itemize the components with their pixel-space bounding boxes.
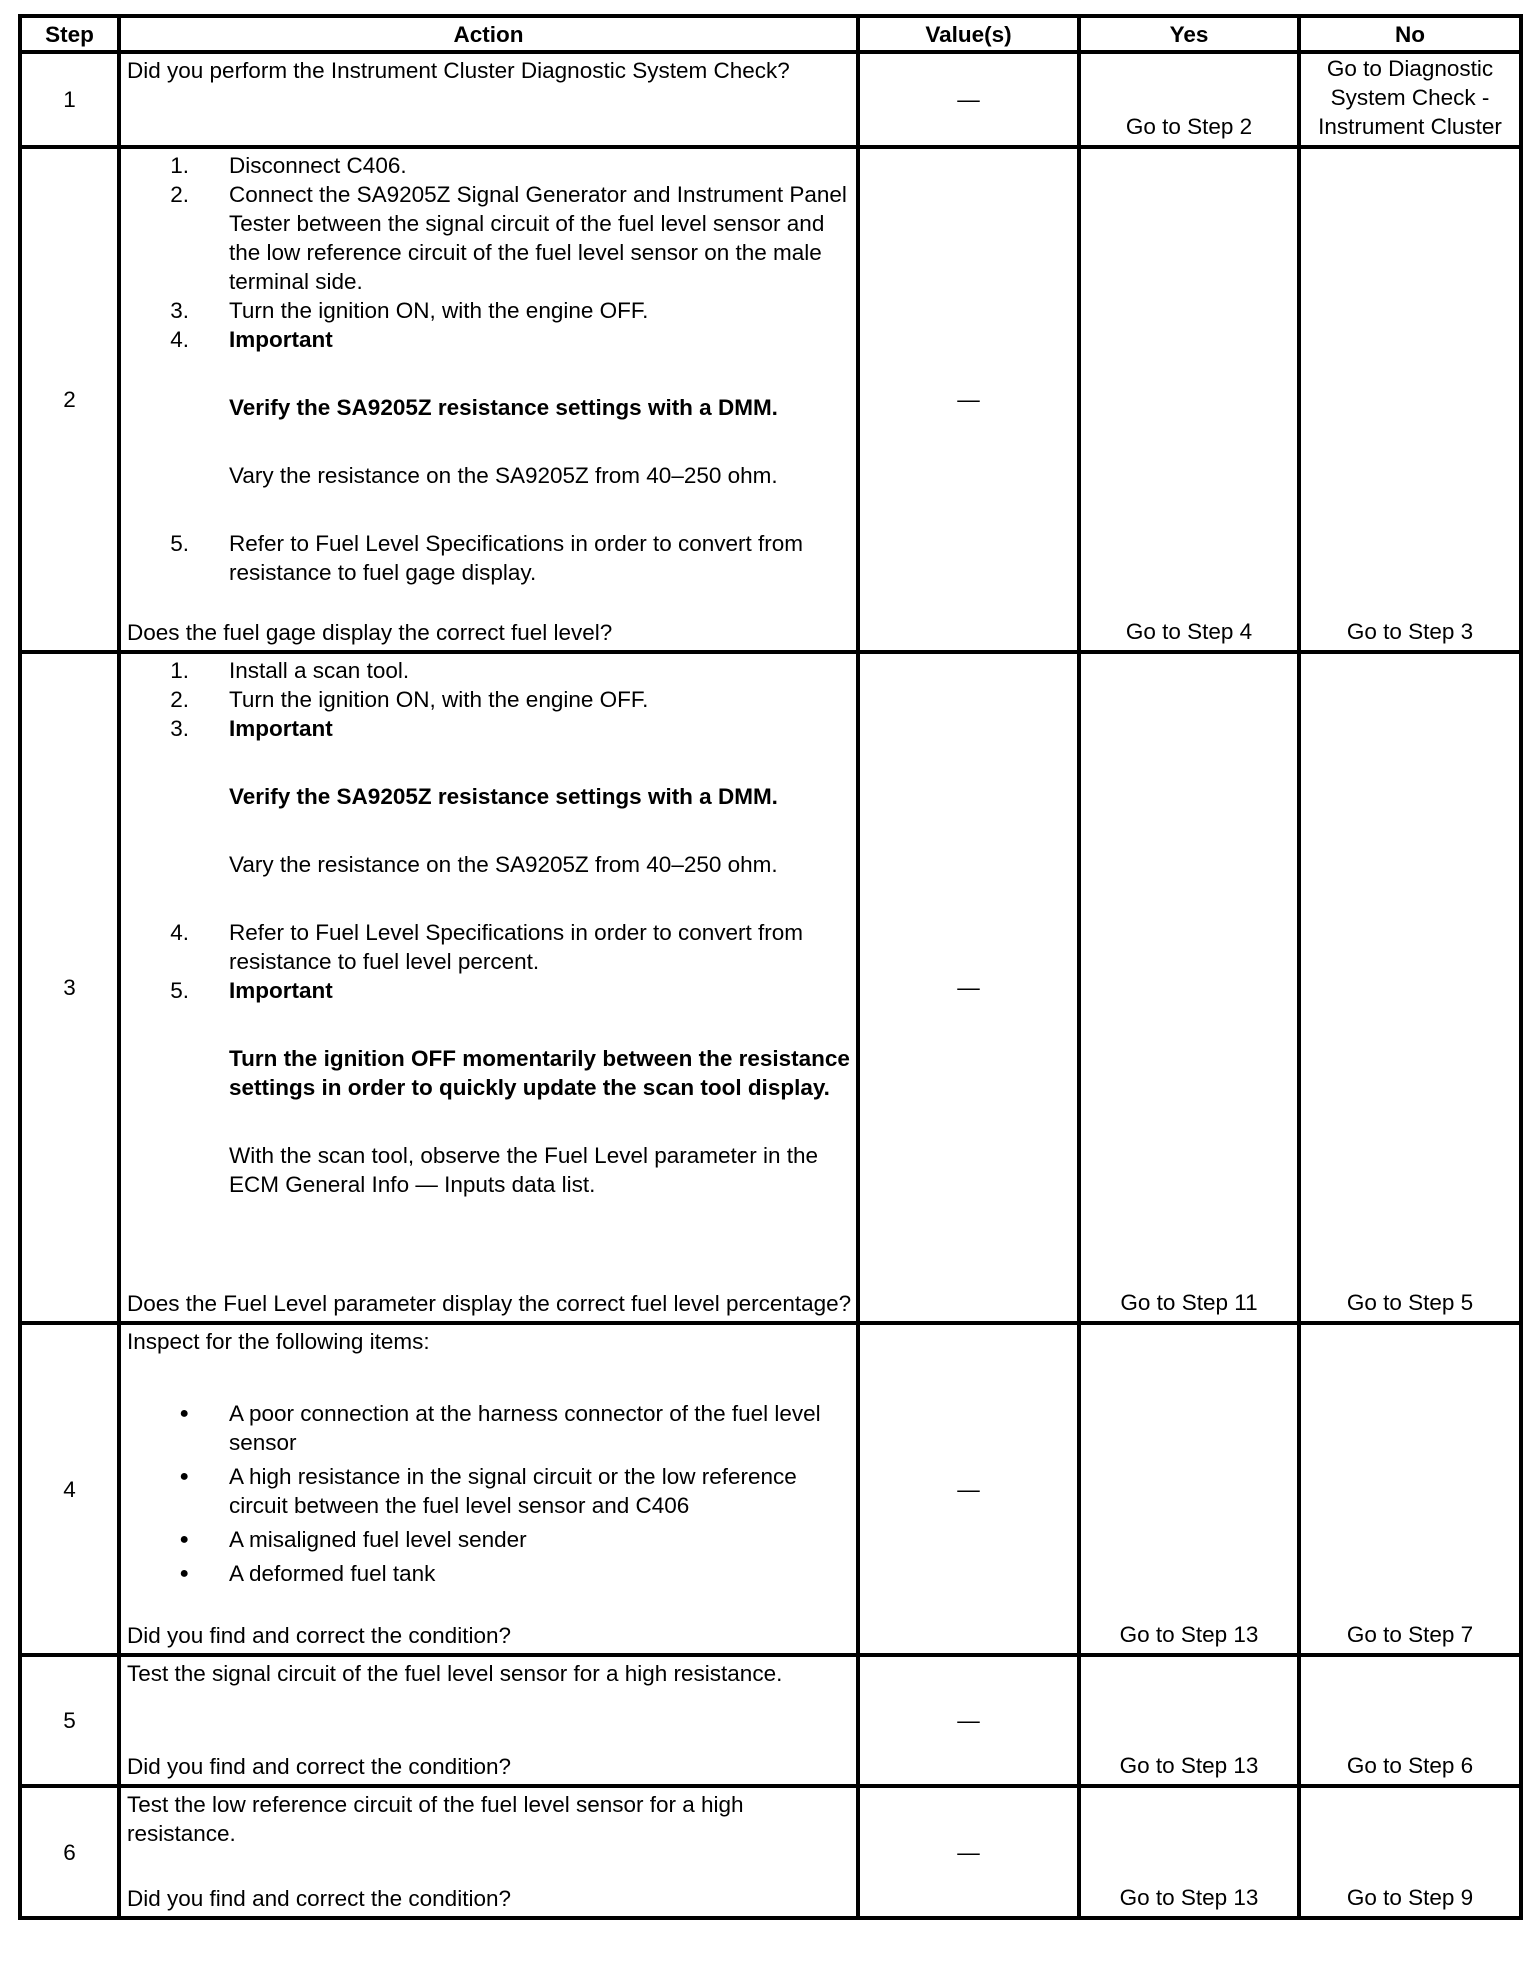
bullet-item: [127, 1399, 852, 1457]
important-note: Verify the SA9205Z resistance settings with a DMM.: [229, 395, 778, 420]
bullet-icon: ●: [179, 1531, 189, 1548]
numbered-step: [127, 325, 852, 354]
sub-instruction: Vary the resistance on the SA9205Z from 40–250 ohm.: [229, 463, 778, 488]
no-action[interactable]: Go to Step 6: [1299, 1655, 1521, 1786]
action-text: Did you perform the Instrument Cluster Diagnostic System Check?: [127, 58, 790, 83]
bullet-icon: ●: [179, 1405, 189, 1422]
step-text: Connect the SA9205Z Signal Generator and Instrument Panel Tester between the signal circuit of the fuel level sensor and the low reference circuit of the fuel level sensor on the male terminal side.: [229, 182, 847, 294]
table-row: [20, 1786, 1521, 1918]
step-number: 4: [20, 1323, 119, 1655]
step-number: 1: [20, 52, 119, 147]
no-action[interactable]: Go to Step 5: [1299, 652, 1521, 1323]
yes-action[interactable]: Go to Step 2: [1079, 52, 1299, 147]
action-content: [121, 1788, 856, 1916]
numbered-step: [127, 296, 852, 325]
yes-action[interactable]: Go to Step 11: [1079, 652, 1299, 1323]
header-action: Action: [119, 16, 858, 52]
bullet-item: [127, 1525, 852, 1554]
step-text: Refer to Fuel Level Specifications in order to convert from resistance to fuel level percent.: [229, 920, 804, 974]
step-num: 1.: [170, 658, 189, 683]
question-text: Did you find and correct the condition?: [127, 1886, 511, 1911]
step-num: 2.: [170, 182, 189, 207]
step-num: 4.: [170, 920, 189, 945]
step-num: 5.: [170, 531, 189, 556]
step-text: Important: [229, 716, 333, 741]
numbered-step: [127, 976, 852, 1005]
action-cell: [119, 147, 858, 652]
sub-instruction: With the scan tool, observe the Fuel Level parameter in the ECM General Info — Inputs data list.: [229, 1143, 819, 1197]
step-num: 4.: [170, 327, 189, 352]
bullet-item: [127, 1559, 852, 1588]
bullet-item: [127, 1462, 852, 1520]
action-content: [121, 654, 856, 1321]
yes-action[interactable]: Go to Step 13: [1079, 1323, 1299, 1655]
numbered-step: [127, 151, 852, 180]
action-text: Inspect for the following items:: [127, 1329, 430, 1354]
numbered-step: [127, 714, 852, 743]
action-cell: [119, 52, 858, 147]
sub-instruction: Vary the resistance on the SA9205Z from 40–250 ohm.: [229, 852, 778, 877]
action-text: Test the low reference circuit of the fuel level sensor for a high resistance.: [127, 1792, 744, 1846]
bullet-text: A poor connection at the harness connector of the fuel level sensor: [229, 1401, 821, 1455]
step-text: Important: [229, 978, 333, 1003]
action-content: [121, 1325, 856, 1653]
important-note: Verify the SA9205Z resistance settings with a DMM.: [229, 784, 778, 809]
value-cell: —: [858, 652, 1079, 1323]
bullet-icon: ●: [179, 1565, 189, 1582]
step-number: 6: [20, 1786, 119, 1918]
bullet-text: A deformed fuel tank: [229, 1561, 436, 1586]
question-text: Did you find and correct the condition?: [127, 1623, 511, 1648]
table-row: [20, 1323, 1521, 1655]
action-content: [121, 54, 856, 143]
header-no: No: [1299, 16, 1521, 52]
numbered-step: [127, 656, 852, 685]
step-number: 5: [20, 1655, 119, 1786]
header-yes: Yes: [1079, 16, 1299, 52]
value-cell: —: [858, 147, 1079, 652]
step-text: Refer to Fuel Level Specifications in order to convert from resistance to fuel gage display.: [229, 531, 804, 585]
action-content: [121, 1657, 856, 1784]
numbered-step: [127, 529, 852, 587]
step-num: 1.: [170, 153, 189, 178]
table-row: [20, 652, 1521, 1323]
table-row: [20, 1655, 1521, 1786]
yes-action[interactable]: Go to Step 4: [1079, 147, 1299, 652]
yes-action[interactable]: Go to Step 13: [1079, 1786, 1299, 1918]
action-cell: [119, 1323, 858, 1655]
value-cell: —: [858, 1655, 1079, 1786]
no-action[interactable]: Go to Step 3: [1299, 147, 1521, 652]
bullet-text: A high resistance in the signal circuit or the low reference circuit between the fuel level sensor and C406: [229, 1464, 797, 1518]
value-cell: —: [858, 1786, 1079, 1918]
action-text: Test the signal circuit of the fuel level sensor for a high resistance.: [127, 1661, 783, 1686]
yes-action[interactable]: Go to Step 13: [1079, 1655, 1299, 1786]
diagnostic-table: [18, 14, 1523, 1920]
header-step: Step: [20, 16, 119, 52]
action-cell: [119, 1655, 858, 1786]
step-num: 2.: [170, 687, 189, 712]
numbered-step: [127, 180, 852, 296]
step-num: 5.: [170, 978, 189, 1003]
numbered-step: [127, 918, 852, 976]
header-values: Value(s): [858, 16, 1079, 52]
action-cell: [119, 652, 858, 1323]
numbered-step: [127, 685, 852, 714]
question-text: Does the fuel gage display the correct fuel level?: [127, 620, 613, 645]
step-num: 3.: [170, 298, 189, 323]
no-action[interactable]: Go to Step 7: [1299, 1323, 1521, 1655]
no-action[interactable]: Go to Step 9: [1299, 1786, 1521, 1918]
question-text: Does the Fuel Level parameter display the correct fuel level percentage?: [127, 1291, 852, 1316]
table-row: [20, 52, 1521, 147]
action-content: [121, 149, 856, 650]
step-text: Install a scan tool.: [229, 658, 410, 683]
value-cell: —: [858, 1323, 1079, 1655]
step-text: Turn the ignition ON, with the engine OFF.: [229, 687, 649, 712]
step-num: 3.: [170, 716, 189, 741]
step-text: Disconnect C406.: [229, 153, 407, 178]
important-note: Turn the ignition OFF momentarily between the resistance settings in order to quickly update the scan tool display.: [229, 1046, 850, 1100]
step-number: 2: [20, 147, 119, 652]
no-action[interactable]: Go to Diagnostic System Check - Instrument Cluster: [1299, 52, 1521, 147]
bullet-text: A misaligned fuel level sender: [229, 1527, 527, 1552]
header-row: [20, 16, 1521, 52]
value-cell: —: [858, 52, 1079, 147]
step-text: Turn the ignition ON, with the engine OFF.: [229, 298, 649, 323]
question-text: Did you find and correct the condition?: [127, 1754, 511, 1779]
action-cell: [119, 1786, 858, 1918]
step-text: Important: [229, 327, 333, 352]
bullet-icon: ●: [179, 1468, 189, 1485]
table-row: [20, 147, 1521, 652]
step-number: 3: [20, 652, 119, 1323]
